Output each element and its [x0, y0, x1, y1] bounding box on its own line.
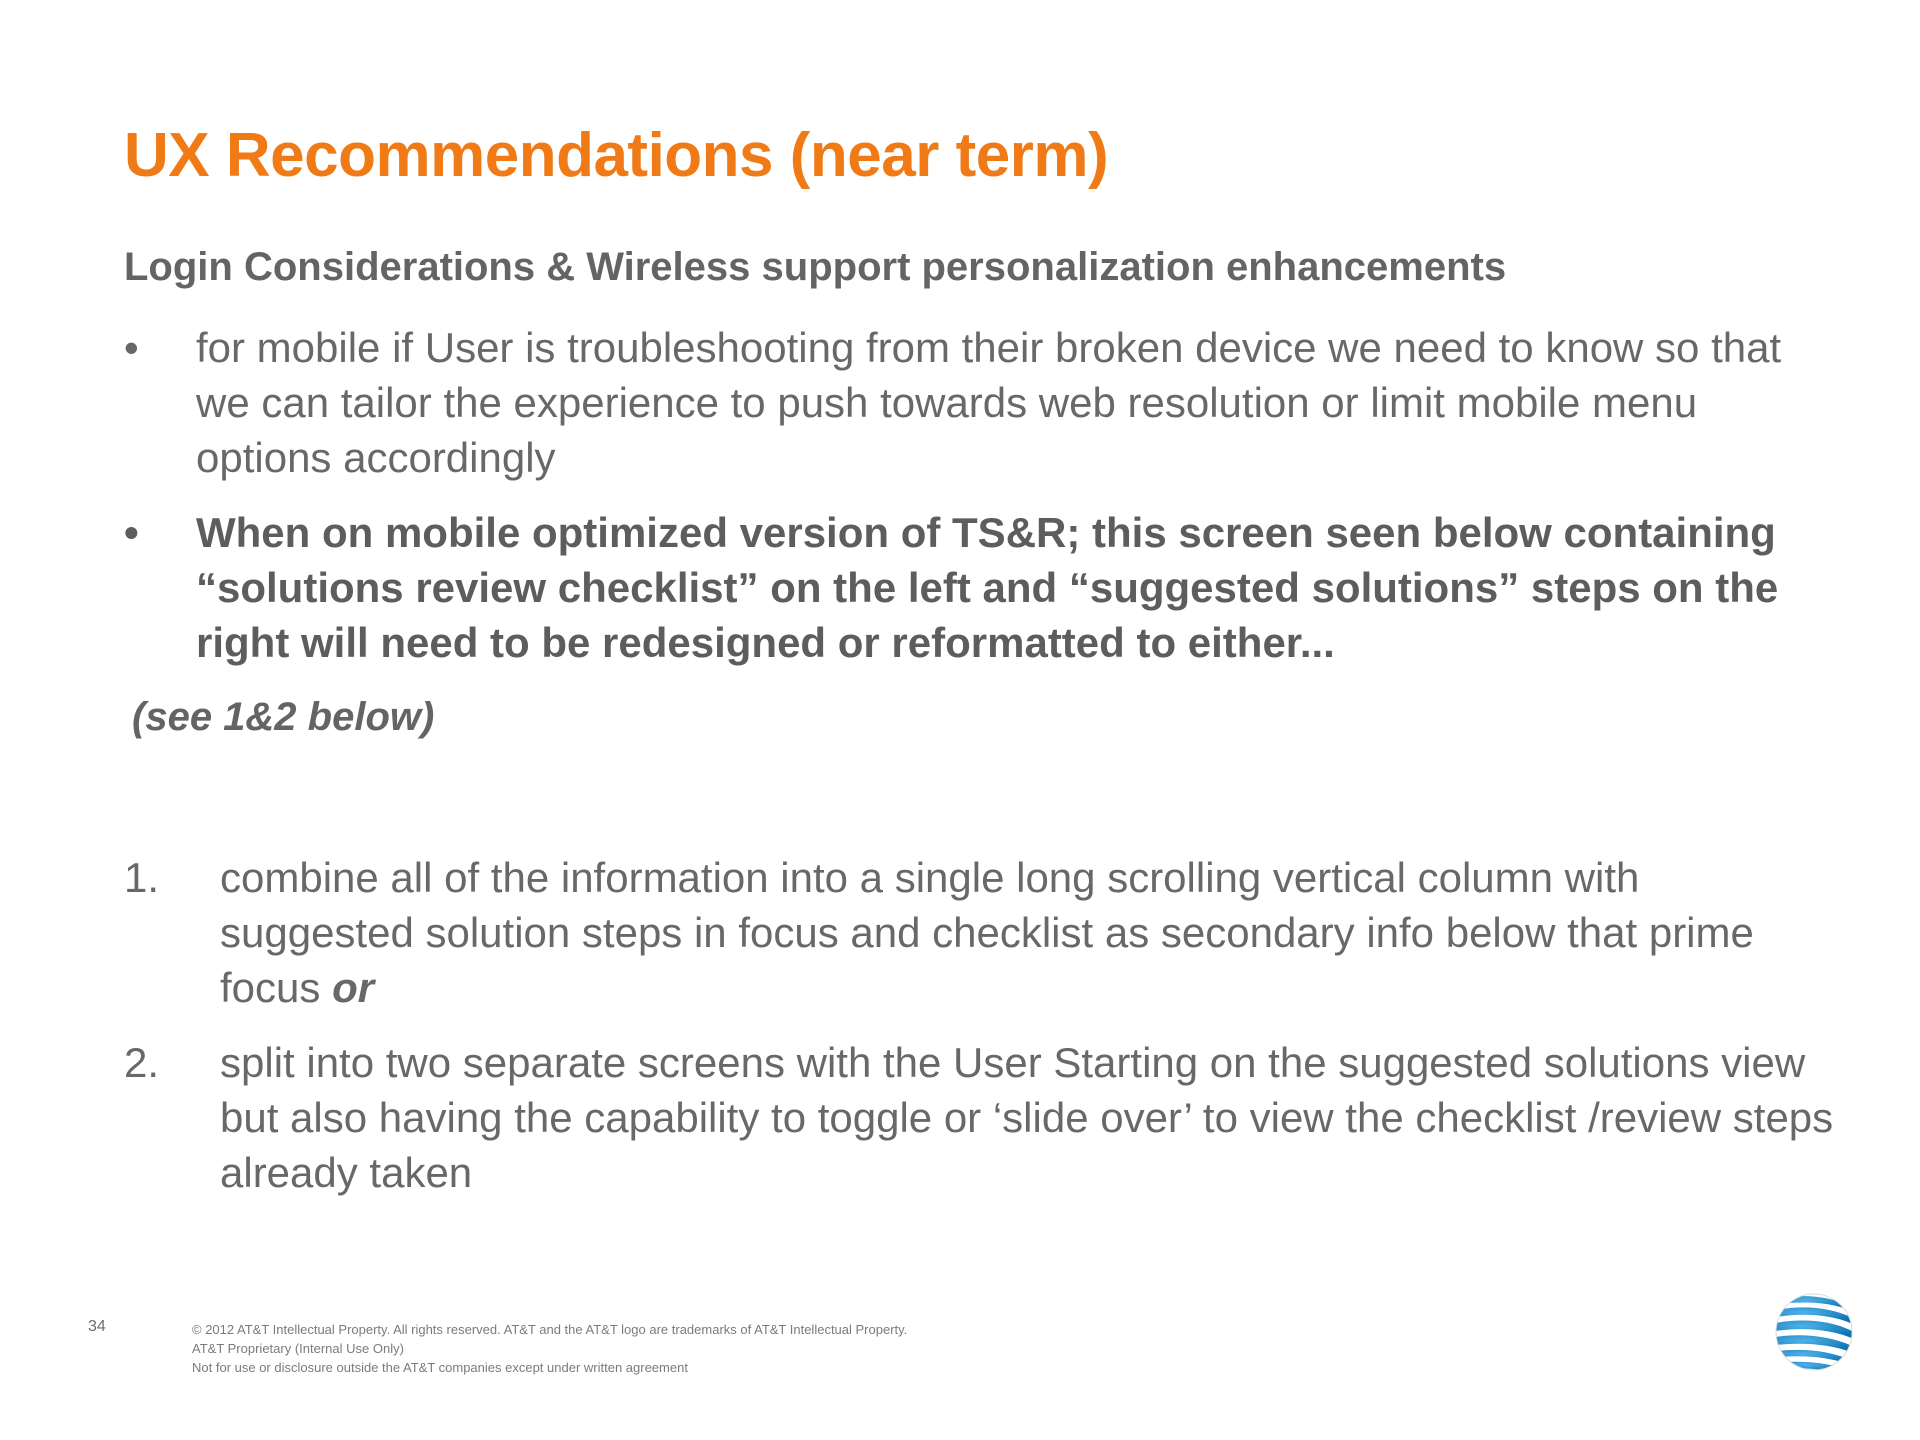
att-globe-icon [1774, 1292, 1854, 1372]
numbered-item [124, 850, 1844, 1015]
legal-line: Not for use or disclosure outside the AT&T companies except under written agreement [192, 1360, 688, 1375]
section-subtitle: Login Considerations & Wireless support personalization enhancements [124, 245, 1507, 289]
bullet-marker: • [124, 509, 139, 556]
item-number: 2. [124, 1039, 160, 1086]
item-text: combine all of the information into a single long scrolling vertical column with suggested solution steps in focus and checklist as secondary info below that prime focus [220, 854, 1754, 1011]
slide-title: UX Recommendations (near term) [124, 121, 1109, 190]
legal-notice [192, 1320, 907, 1377]
bullet-marker: • [124, 324, 139, 371]
numbered-item [124, 1035, 1844, 1200]
legal-line: AT&T Proprietary (Internal Use Only) [192, 1341, 404, 1356]
numbered-list [124, 850, 1844, 1220]
bullet-list [124, 320, 1844, 690]
item-emphasis: or [332, 964, 375, 1011]
bullet-text: for mobile if User is troubleshooting from their broken device we need to know so that we can tailor the experience to push towards web resolution or limit mobile menu options accordingly [196, 324, 1782, 481]
item-number: 1. [124, 854, 160, 901]
see-note: (see 1&2 below) [132, 695, 435, 739]
legal-line: © 2012 AT&T Intellectual Property. All rights reserved. AT&T and the AT&T logo are trademarks of AT&T Intellectual Property. [192, 1322, 908, 1337]
bullet-item [124, 320, 1844, 485]
bullet-text: When on mobile optimized version of TS&R; this screen seen below containing “solutions review checklist” on the left and “suggested solutions” steps on the right will need to be redesigned or reformatted to either... [196, 509, 1779, 666]
bullet-item [124, 505, 1844, 670]
item-text: split into two separate screens with the User Starting on the suggested solutions view but also having the capability to toggle or ‘slide over’ to view the checklist /review steps already taken [220, 1039, 1834, 1196]
page-number: 34 [88, 1318, 106, 1335]
